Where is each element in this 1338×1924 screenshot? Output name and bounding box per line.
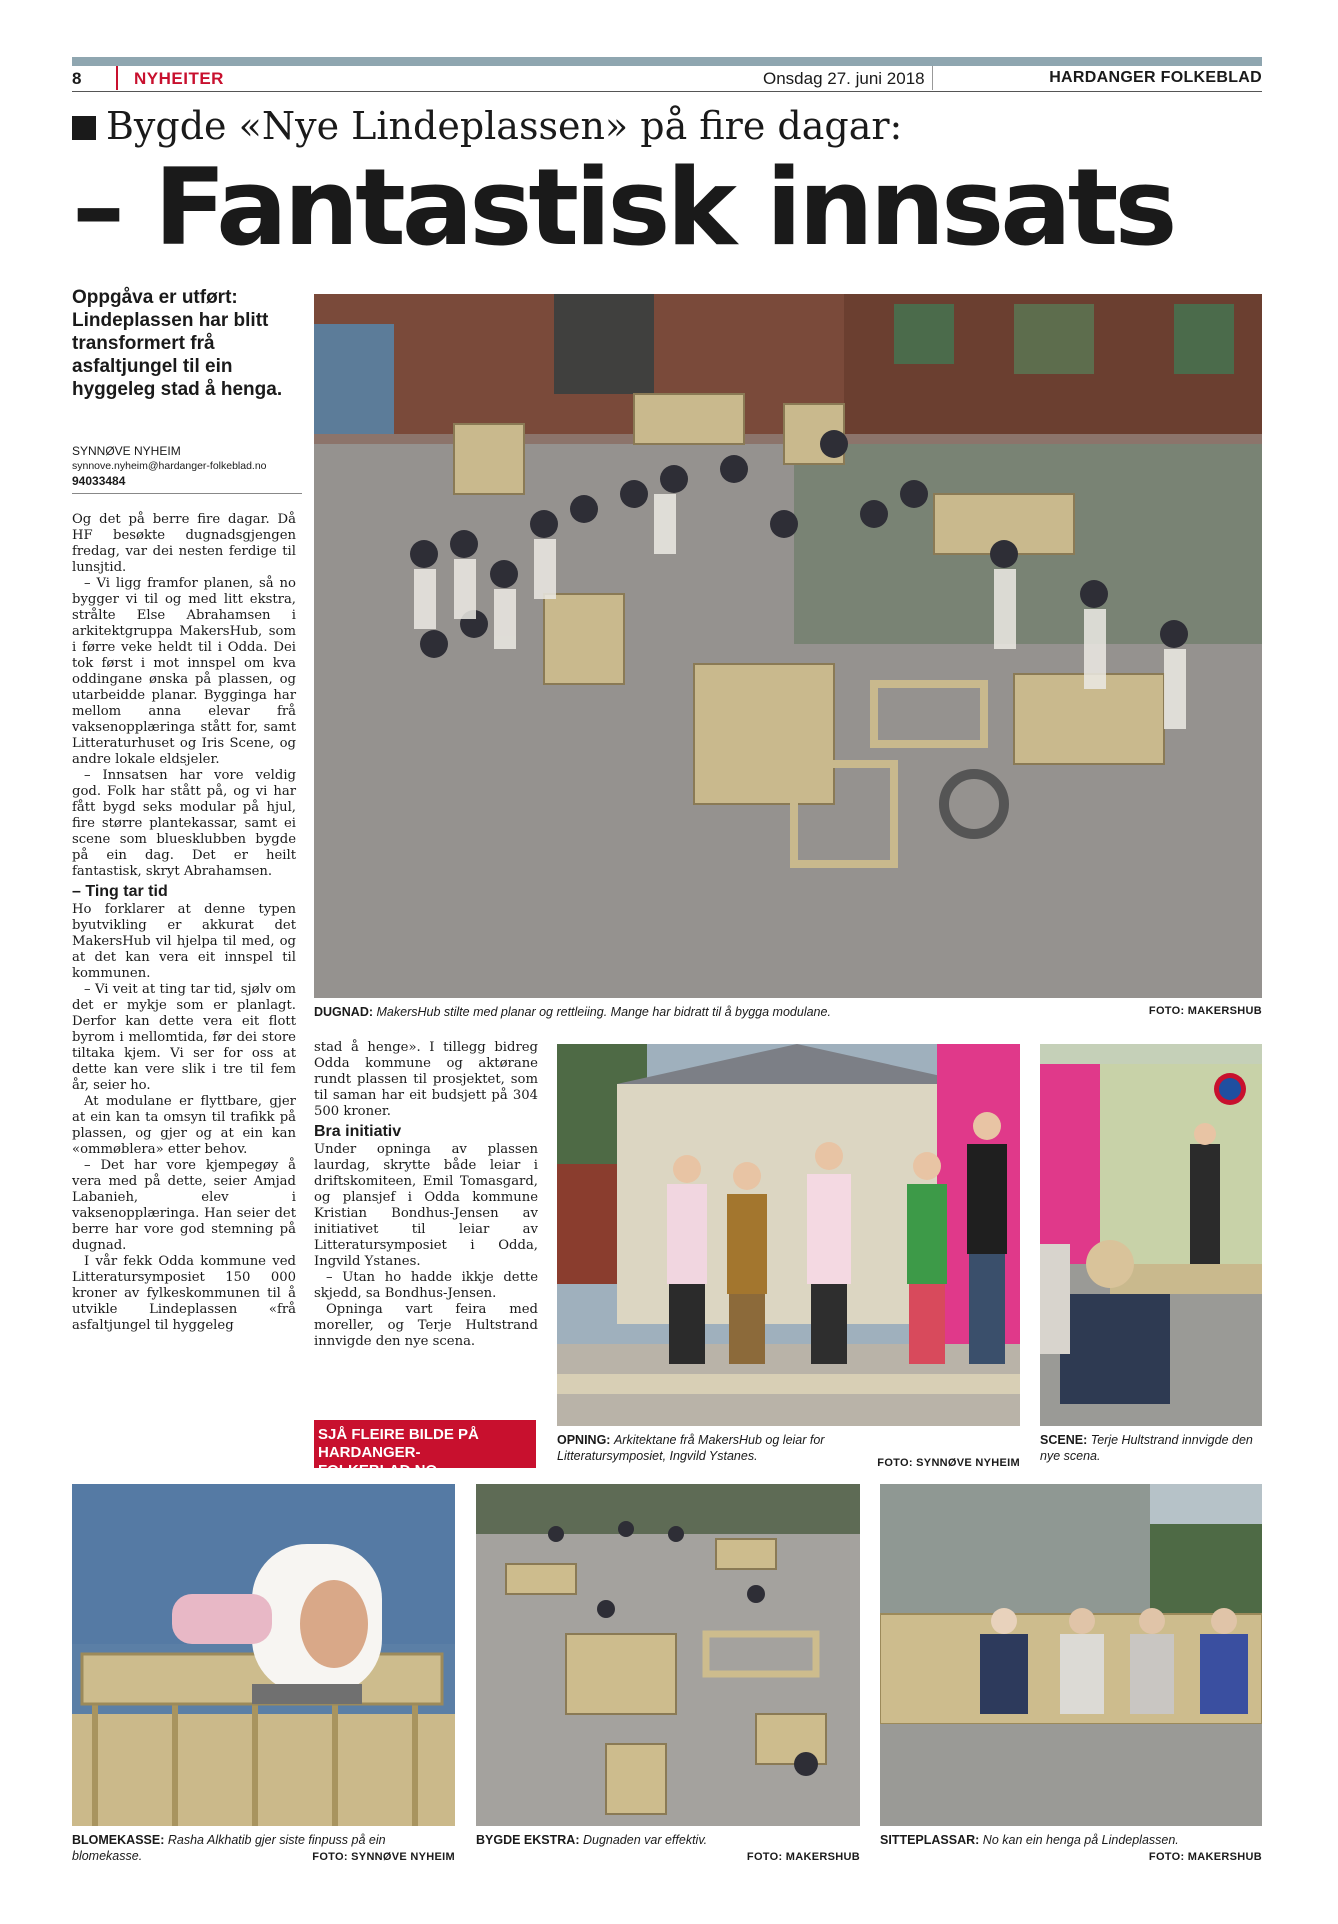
body-paragraph: – Innsatsen har vore veldig god. Folk har stått på, og vi har fått bygd seks modular på hjul, fire større plantekassar, samt ei scene som bluesklubben bygde på ein dag. Det er heilt fantastisk, skryt Abrahamsen. bbox=[72, 768, 296, 879]
author-phone: 94033484 bbox=[72, 474, 126, 488]
caption-text: MakersHub stilte med planar og rettleiing. Mange har bidratt til å bygga modulane. bbox=[376, 1005, 831, 1019]
kicker-text: Bygde «Nye Lindeplassen» på fire dagar: bbox=[106, 104, 903, 148]
caption-text: No kan ein henga på Lindeplassen. bbox=[982, 1833, 1179, 1847]
body-paragraph: Opninga vart feira med moreller, og Terje Hultstrand innvigde den nye scena. bbox=[314, 1302, 538, 1349]
main-photo-caption bbox=[314, 1004, 1114, 1020]
body-paragraph: Ho forklarer at denne typen byutvikling er akkurat det MakersHub vil hjelpa til med, og at det kan vera eit innspel til kommunen. bbox=[72, 902, 296, 981]
caption-label: DUGNAD: bbox=[314, 1005, 374, 1019]
seating-photo-illustration bbox=[880, 1484, 1262, 1826]
body-paragraph: stad å henge». I tillegg bidreg Odda kommune og aktørane rundt plassen til prosjektet, som til saman har eit budsjett på 304 500 kroner. bbox=[314, 1040, 538, 1119]
more-photos-promo[interactable]: SJÅ FLEIRE BILDE PÅ HARDANGER-FOLKEBLAD.NO bbox=[314, 1420, 536, 1468]
caption-label: BLOMEKASSE: bbox=[72, 1833, 165, 1847]
caption-label: OPNING: bbox=[557, 1433, 611, 1447]
body-paragraph: – Utan ho hadde ikkje dette skjedd, sa Bondhus-Jensen. bbox=[314, 1270, 538, 1301]
lead-paragraph: Oppgåva er utført: Lindeplassen har blitt transformert frå asfaltjungel til ein hyggeleg stad å henga. bbox=[72, 287, 283, 400]
planter-photo bbox=[72, 1484, 455, 1826]
seating-photo bbox=[880, 1484, 1262, 1826]
photo-credit: FOTO: MAKERSHUB bbox=[1148, 1851, 1262, 1863]
extra-photo bbox=[476, 1484, 860, 1826]
seating-photo-caption bbox=[880, 1832, 1262, 1848]
top-rule bbox=[72, 57, 1262, 66]
issue-date: Onsdag 27. juni 2018 bbox=[763, 69, 925, 88]
caption-text: Dugnaden var effektiv. bbox=[582, 1833, 708, 1847]
body-paragraph: – Vi veit at ting tar tid, sjølv om det er mykje som er planlagt. Derfor kan dette vera eit flott byrom i mellomtida, før dei store tiltaka kjem. Vi ser for oss at dette kan vere slik i tre til fem år, seier ho. bbox=[72, 982, 296, 1093]
extra-photo-illustration bbox=[476, 1484, 860, 1826]
photo-credit: FOTO: MAKERSHUB bbox=[746, 1851, 860, 1863]
page-header bbox=[72, 66, 1262, 90]
body-column-1 bbox=[72, 512, 296, 1334]
body-paragraph: – Det har vore kjempegøy å vera med på dette, seier Amjad Labanieh, elev i vaksenopplæringa. Han seier det berre har vore god stemning på dugnad. bbox=[72, 1158, 296, 1253]
caption-text: Terje Hultstrand innvigde den nye scena. bbox=[1040, 1433, 1253, 1463]
opening-photo-illustration bbox=[557, 1044, 1020, 1426]
photo-credit: FOTO: MAKERSHUB bbox=[1148, 1005, 1262, 1017]
kicker-square-icon bbox=[72, 116, 96, 140]
planter-photo-illustration bbox=[72, 1484, 455, 1826]
opening-photo bbox=[557, 1044, 1020, 1426]
opening-photo-caption bbox=[557, 1432, 857, 1464]
newspaper-name: HARDANGER FOLKEBLAD bbox=[1049, 69, 1262, 86]
photo-credit: FOTO: SYNNØVE NYHEIM bbox=[312, 1851, 455, 1863]
scene-photo bbox=[1040, 1044, 1262, 1426]
dugnad-photo-illustration bbox=[314, 294, 1262, 998]
author-email[interactable]: synnove.nyheim@hardanger-folkeblad.no bbox=[72, 460, 267, 472]
header-rule bbox=[72, 91, 1262, 92]
kicker bbox=[72, 104, 902, 148]
subheading: Bra initiativ bbox=[314, 1123, 402, 1140]
caption-label: SCENE: bbox=[1040, 1433, 1088, 1447]
extra-photo-caption bbox=[476, 1832, 860, 1848]
author-name: SYNNØVE NYHEIM bbox=[72, 444, 181, 458]
scene-photo-illustration bbox=[1040, 1044, 1262, 1426]
photo-credit: FOTO: SYNNØVE NYHEIM bbox=[877, 1457, 1020, 1469]
header-divider-2 bbox=[932, 66, 933, 90]
main-photo bbox=[314, 294, 1262, 998]
body-paragraph: Og det på berre fire dagar. Då HF besøkte dugnadsgjengen fredag, var dei nesten ferdige til lunsjtid. bbox=[72, 512, 296, 575]
body-paragraph: Under opninga av plassen laurdag, skrytte både leiar i driftskomiteen, Emil Tomasgard, og plansjef i Odda kommune Kristian Bondhus-Jensen av initiativet til leiar av Litteratursymposiet i Odda, Ingvild Ystanes. bbox=[314, 1142, 538, 1269]
byline-rule bbox=[72, 493, 302, 494]
byline bbox=[72, 444, 302, 498]
subheading: – Ting tar tid bbox=[72, 883, 168, 900]
section-label: NYHEITER bbox=[134, 69, 224, 88]
caption-text: Arkitektane frå MakersHub og leiar for Litteratursymposiet, Ingvild Ystanes. bbox=[557, 1433, 825, 1463]
header-divider bbox=[116, 66, 118, 90]
caption-label: SITTEPLASSAR: bbox=[880, 1833, 980, 1847]
body-paragraph: At modulane er flyttbare, gjer at ein kan ta omsyn til trafikk på plassen, og gjer og at ein kan «ommøblera» etter behov. bbox=[72, 1094, 296, 1157]
page-number: 8 bbox=[72, 69, 82, 88]
caption-text: Rasha Alkhatib gjer siste finpuss på ein blomekasse. bbox=[72, 1833, 386, 1863]
caption-label: BYGDE EKSTRA: bbox=[476, 1833, 580, 1847]
body-paragraph: I vår fekk Odda kommune ved Litteratursymposiet 150 000 kroner av fylkeskommunen til å utvikle Lindeplassen «frå asfaltjungel til hyggeleg bbox=[72, 1254, 296, 1333]
body-paragraph: – Vi ligg framfor planen, så no bygger vi til og med litt ekstra, strålte Else Abrahamsen i arkitektgruppa MakersHub, som i førre veke heldt til i Odda. Dei tok først i mot innspel om kva oddingane ønska på plassen, og utarbeidde planar. Bygginga har mellom anna elevar frå vaksenopplæringa stått for, samt Litteraturhuset og Iris Scene, og andre lokale eldsjeler. bbox=[72, 576, 296, 767]
body-column-2 bbox=[314, 1040, 538, 1350]
headline: – Fantastisk innsats bbox=[72, 146, 1174, 269]
scene-photo-caption bbox=[1040, 1432, 1262, 1464]
